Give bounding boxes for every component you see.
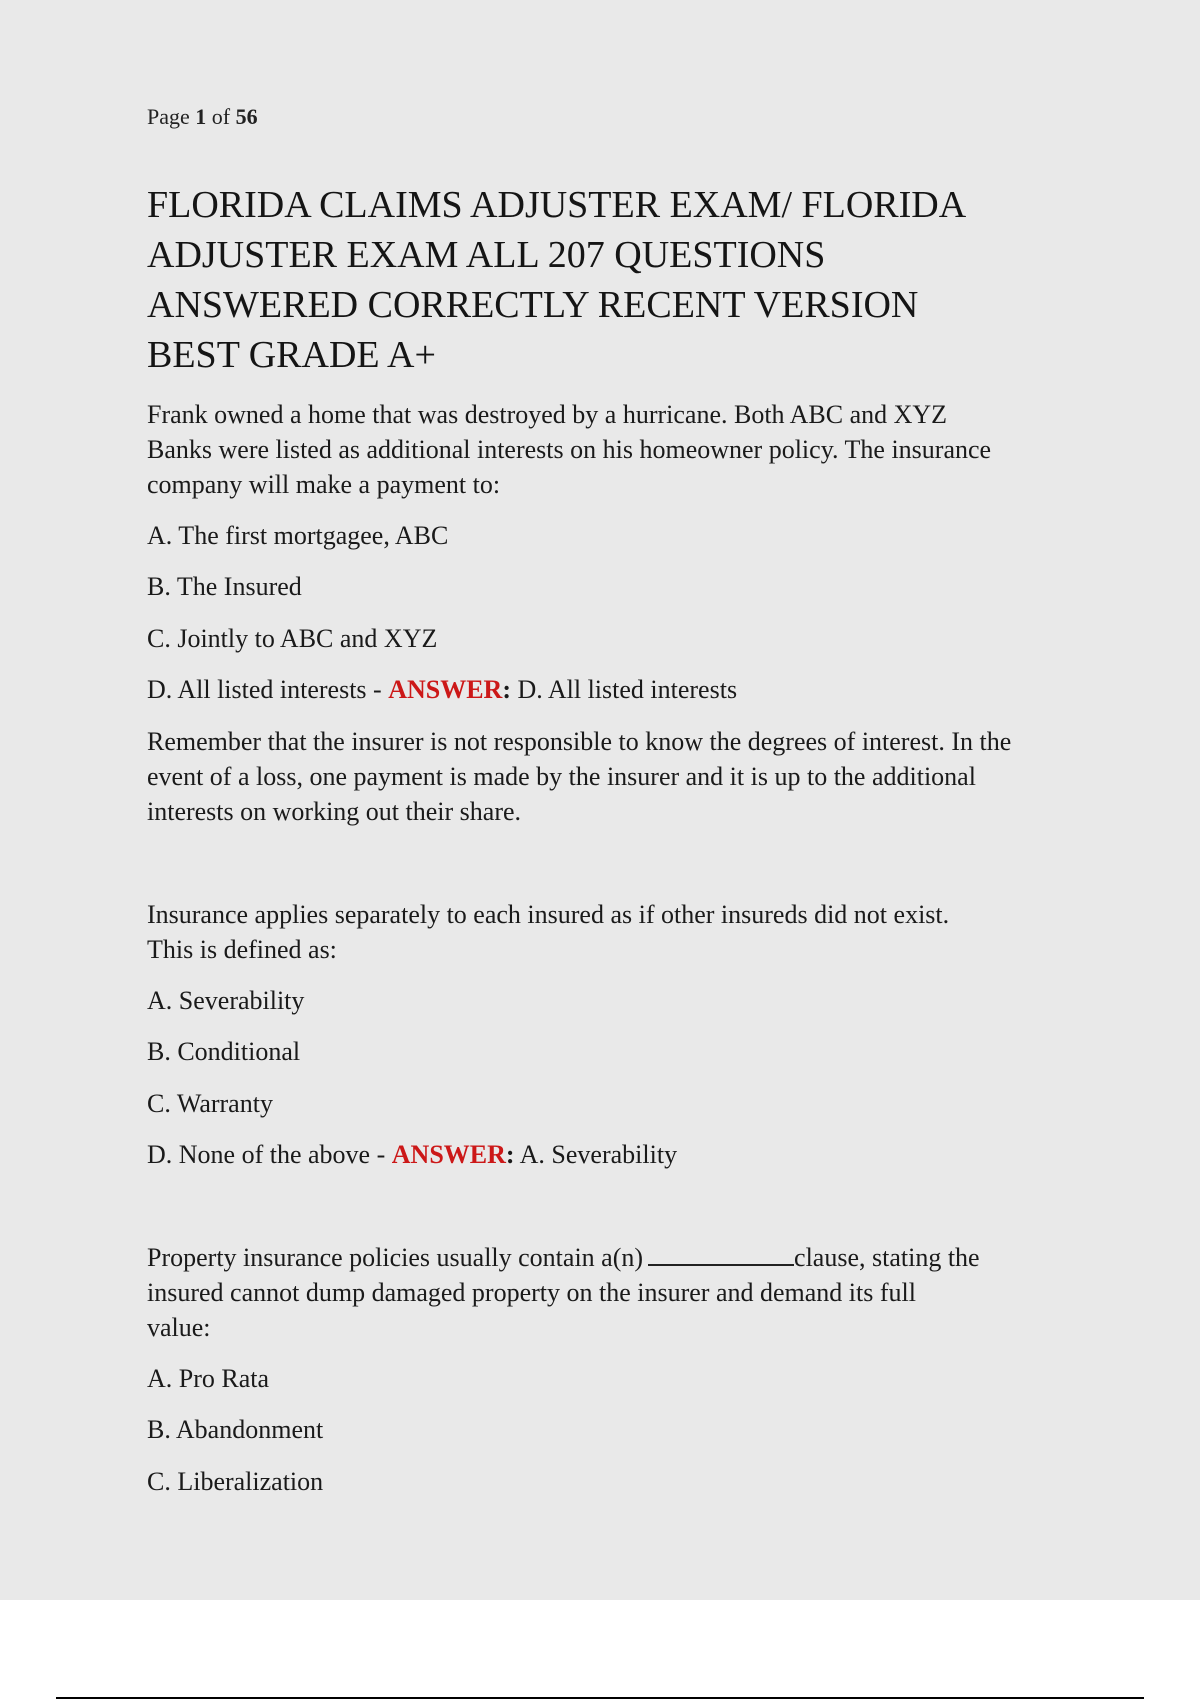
fill-in-blank xyxy=(648,1242,794,1266)
question-1-option-a: A. The first mortgagee, ABC xyxy=(147,521,449,550)
question-1-explanation: Remember that the insurer is not responsible to know the degrees of interest. In the event of a loss, one payment is made by the insurer and it is up to the additional interests on working out their share. xyxy=(147,727,1012,826)
question-3-option-c: C. Liberalization xyxy=(147,1467,324,1496)
question-1-option-d-answer: D. All listed interests - ANSWER: D. All listed interests xyxy=(147,675,738,704)
answer-label: ANSWER xyxy=(391,1140,506,1169)
question-2-option-b: B. Conditional xyxy=(147,1037,301,1066)
question-2-stem: Insurance applies separately to each insured as if other insureds did not exist. This is defined as: xyxy=(147,900,950,964)
page-number: Page 1 of 56 xyxy=(147,104,258,129)
question-1-stem: Frank owned a home that was destroyed by a hurricane. Both ABC and XYZ Banks were listed as additional interests on his homeowner policy. The insurance company will make a payment to: xyxy=(147,400,992,499)
question-2-option-a: A. Severability xyxy=(147,986,305,1015)
footer-divider xyxy=(56,1697,1144,1699)
question-3-stem: Property insurance policies usually contain a(n) clause, stating the insured cannot dump damaged property on the insurer and demand its full value: xyxy=(147,1243,980,1342)
question-1-option-b: B. The Insured xyxy=(147,572,302,601)
question-2-option-c: C. Warranty xyxy=(147,1089,273,1118)
question-1-option-c: C. Jointly to ABC and XYZ xyxy=(147,624,438,653)
question-3-option-a: A. Pro Rata xyxy=(147,1364,270,1393)
answer-text: A. Severability xyxy=(519,1140,678,1169)
question-2-option-d-answer: D. None of the above - ANSWER: A. Severability xyxy=(147,1140,678,1169)
document-title: FLORIDA CLAIMS ADJUSTER EXAM/ FLORIDA ADJUSTER EXAM ALL 207 QUESTIONS ANSWERED CORRECTLY RECENT VERSION BEST GRADE A+ xyxy=(147,184,967,376)
answer-label: ANSWER xyxy=(388,675,503,704)
answer-text: D. All listed interests xyxy=(517,675,738,704)
question-3-option-b: B. Abandonment xyxy=(147,1415,324,1444)
